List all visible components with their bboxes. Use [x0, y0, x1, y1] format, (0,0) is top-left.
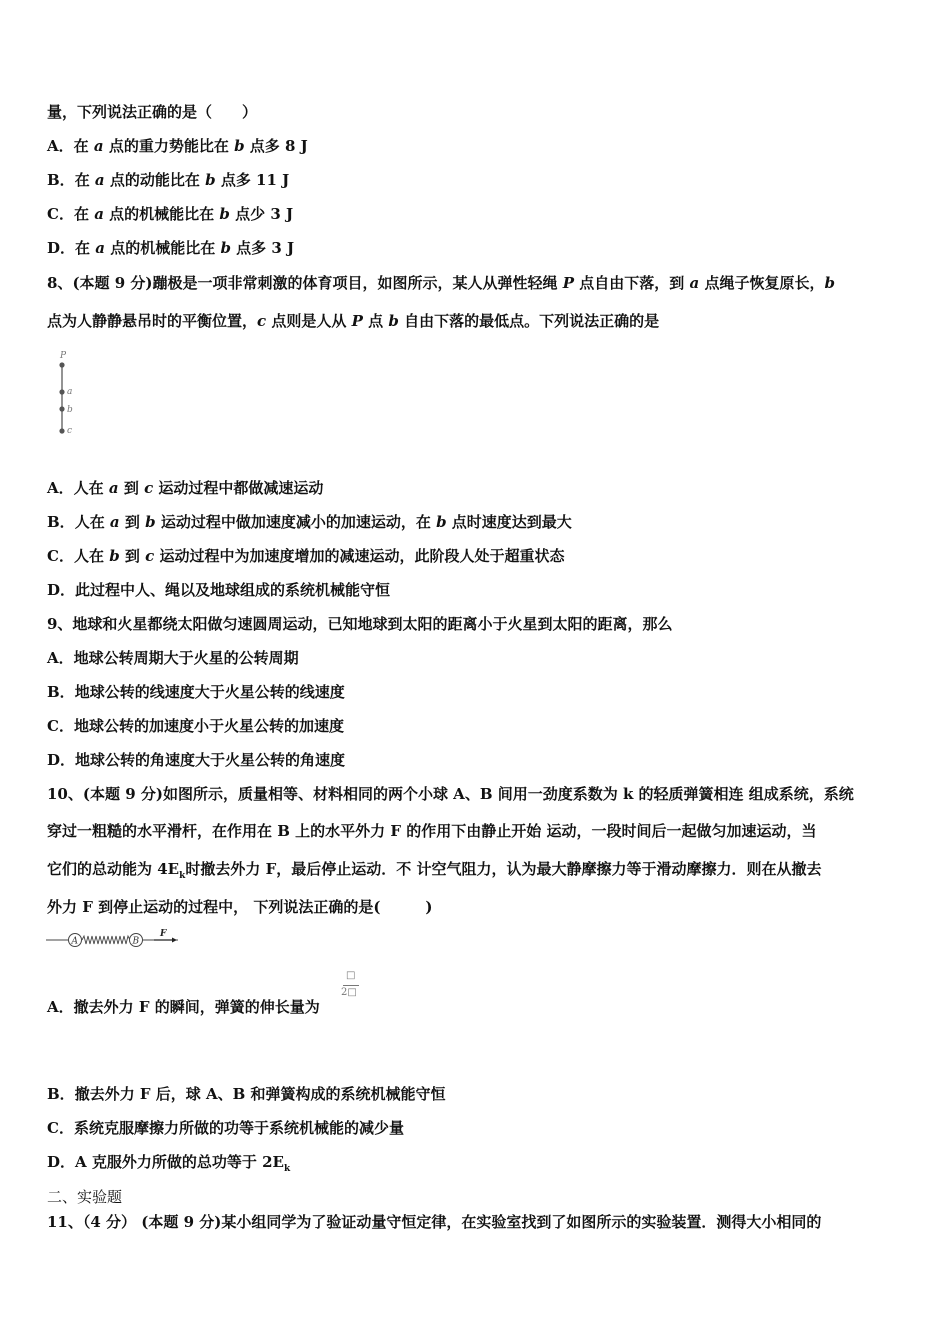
q7-option-d: D．在 a 点的机械能比在 b 点多 3 J: [47, 239, 295, 257]
q10-option-a: A．撤去外力 F 的瞬间，弹簧的伸长量为: [47, 998, 320, 1016]
point-b: [59, 406, 64, 411]
label-b: b: [67, 405, 73, 415]
label-p: P: [60, 351, 67, 361]
point-a: [59, 389, 64, 394]
force-arrowhead: [172, 938, 177, 943]
q10-option-c: C．系统克服摩擦力所做的功等于系统机械能的减少量: [47, 1119, 404, 1137]
fraction-numerator: □: [346, 970, 356, 981]
point-p: [59, 362, 64, 367]
bungee-figure: [48, 348, 88, 440]
spring: [82, 936, 130, 944]
q9-option-b: B．地球公转的线速度大于火星公转的线速度: [47, 683, 345, 701]
q9-option-a: A．地球公转周期大于火星的公转周期: [47, 649, 299, 667]
q9-option-c: C．地球公转的加速度小于火星公转的加速度: [47, 717, 344, 735]
q10-option-d: D．A 克服外力所做的总功等于 $2E_k$: [47, 1153, 291, 1174]
q8-option-c: C．人在 b 到 c 运动过程中为加速度增加的减速运动，此阶段人处于超重状态: [47, 547, 565, 565]
q8-option-a: A．人在 a 到 c 运动过程中都做减速运动: [47, 479, 324, 497]
label-a: a: [67, 387, 73, 397]
ball-b-label: B: [132, 936, 140, 947]
q8-option-d: D．此过程中人、绳以及地球组成的系统机械能守恒: [47, 581, 391, 599]
q7-option-a: A．在 a 点的重力势能比在 b 点多 8 J: [47, 137, 308, 155]
q9-stem: 9、地球和火星都绕太阳做匀速圆周运动，已知地球到太阳的距离小于火星到太阳的距离，那么: [47, 615, 673, 633]
q7-option-b: B．在 a 点的动能比在 b 点多 11 J: [47, 171, 290, 189]
q10-option-b: B．撤去外力 F 后，球 A、B 和弹簧构成的系统机械能守恒: [47, 1085, 446, 1103]
q8-stem-line1: 8、(本题 9 分)蹦极是一项非常刺激的体育项目，如图所示，某人从弹性轻绳 P 点自由下落，到 a 点绳子恢复原长，b: [47, 274, 835, 292]
q10-stem-line1: 10、(本题 9 分)如图所示，质量相等、材料相同的两个小球 A、B 间用一劲度系数为 k 的轻质弹簧相连 组成系统，系统: [47, 785, 854, 803]
q7-option-c: C．在 a 点的机械能比在 b 点少 3 J: [47, 205, 294, 223]
ball-a-label: A: [71, 936, 78, 947]
q10-stem-line2: 穿过一粗糙的水平滑杆，在作用在 B 上的水平外力 F 的作用下由静止开始 运动，一段时间后一起做匀加速运动，当: [47, 822, 817, 840]
q11-stem: 11、（4 分） (本题 9 分)某小组同学为了验证动量守恒定律，在实验室找到了如图所示的实验装置．测得大小相同的: [47, 1213, 822, 1231]
spring-figure: [46, 928, 181, 950]
fraction-bar: [343, 985, 359, 986]
fraction-denominator: 2□: [341, 987, 357, 998]
q10-stem-line3: 它们的总动能为 $4E_k$时撤去外力 F，最后停止运动．不 计空气阻力，认为最大静摩擦力等于滑动摩擦力．则在从撤去: [47, 860, 822, 881]
q7-stem-end: 量，下列说法正确的是（ ）: [47, 103, 258, 121]
label-c: c: [67, 426, 73, 436]
q9-option-d: D．地球公转的角速度大于火星公转的角速度: [47, 751, 346, 769]
extension-fraction: [340, 970, 364, 1004]
force-label: F: [160, 929, 167, 939]
point-c: [59, 428, 64, 433]
q8-option-b: B．人在 a 到 b 运动过程中做加速度减小的加速运动，在 b 点时速度达到最大: [47, 513, 572, 531]
q8-stem-line2: 点为人静静悬吊时的平衡位置，c 点则是人从 P 点 b 自由下落的最低点。下列说法正确的是: [47, 312, 660, 330]
section-heading-experiment: 二、实验题: [47, 1188, 123, 1206]
q10-stem-line4: 外力 F 到停止运动的过程中， 下列说法正确的是( ): [47, 898, 433, 916]
